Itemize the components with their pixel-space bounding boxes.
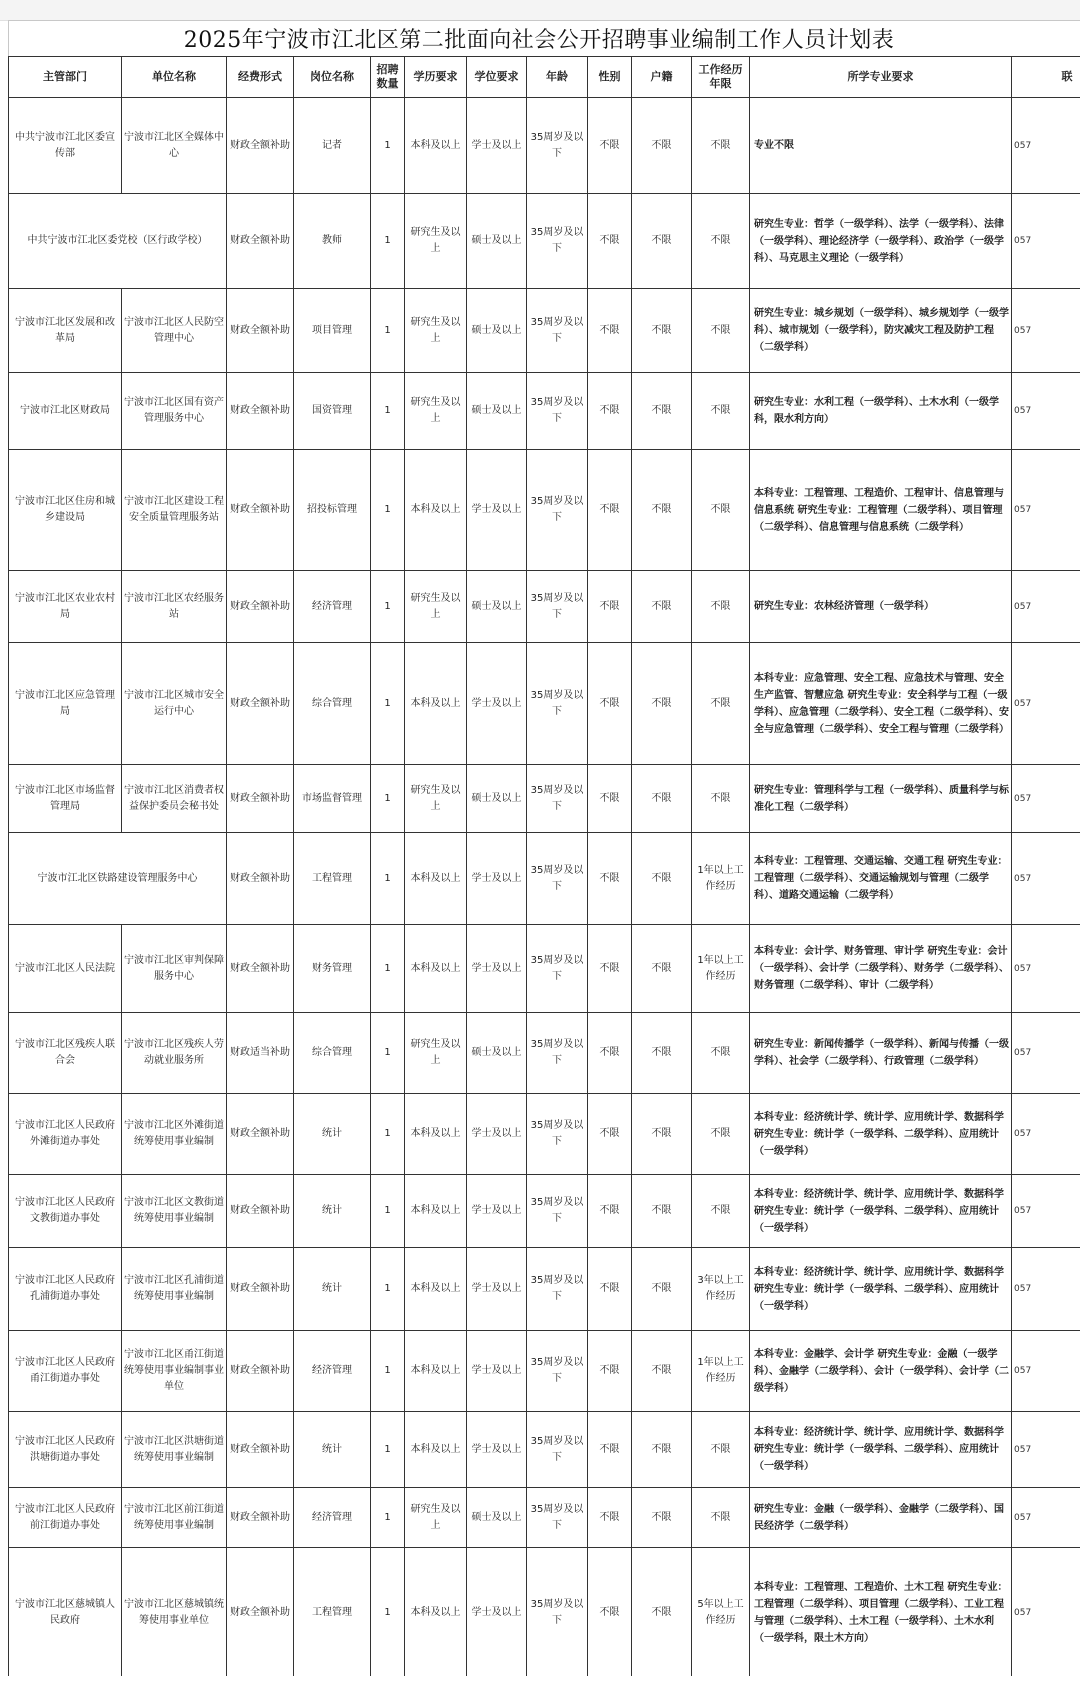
cell-unit: 宁波市江北区建设工程安全质量管理服务站 (122, 450, 227, 571)
cell-num: 1 (371, 1488, 405, 1548)
cell-edu: 研究生及以上 (405, 289, 467, 373)
cell-major: 本科专业：经济统计学、统计学、应用统计学、数据科学 研究生专业：统计学（一级学科、二级学科）、应用统计（一级学科） (750, 1412, 1012, 1488)
cell-age: 35周岁及以下 (527, 1013, 588, 1094)
cell-contact: 057 (1012, 1548, 1080, 1677)
cell-edu: 本科及以上 (405, 1412, 467, 1488)
cell-fund: 财政全额补助 (227, 194, 294, 289)
cell-edu: 研究生及以上 (405, 571, 467, 643)
cell-post: 综合管理 (294, 643, 371, 765)
cell-num: 1 (371, 450, 405, 571)
cell-age: 35周岁及以下 (527, 643, 588, 765)
cell-contact: 057 (1012, 1094, 1080, 1175)
cell-hukou: 不限 (632, 450, 692, 571)
cell-post: 工程管理 (294, 1548, 371, 1677)
cell-hukou: 不限 (632, 1412, 692, 1488)
cell-contact: 057 (1012, 1013, 1080, 1094)
cell-dept: 宁波市江北区人民政府甬江街道办事处 (9, 1331, 122, 1412)
cell-num: 1 (371, 925, 405, 1013)
cell-degree: 学士及以上 (467, 1331, 527, 1412)
cell-age: 35周岁及以下 (527, 765, 588, 833)
cell-post: 教师 (294, 194, 371, 289)
cell-major: 本科专业：经济统计学、统计学、应用统计学、数据科学 研究生专业：统计学（一级学科、二级学科）、应用统计（一级学科） (750, 1175, 1012, 1248)
cell-fund: 财政适当补助 (227, 1013, 294, 1094)
cell-gender: 不限 (588, 1175, 632, 1248)
header-contact: 联 (1012, 57, 1080, 98)
cell-contact: 057 (1012, 1331, 1080, 1412)
document-sheet (8, 20, 1080, 1676)
cell-age: 35周岁及以下 (527, 1331, 588, 1412)
cell-dept: 宁波市江北区市场监督管理局 (9, 765, 122, 833)
cell-age: 35周岁及以下 (527, 833, 588, 925)
cell-hukou: 不限 (632, 1331, 692, 1412)
cell-edu: 研究生及以上 (405, 194, 467, 289)
cell-fund: 财政全额补助 (227, 1175, 294, 1248)
cell-post: 国资管理 (294, 373, 371, 450)
cell-major: 研究生专业：农林经济管理（一级学科） (750, 571, 1012, 643)
cell-contact: 057 (1012, 571, 1080, 643)
cell-num: 1 (371, 1412, 405, 1488)
cell-age: 35周岁及以下 (527, 1175, 588, 1248)
header-unit: 单位名称 (122, 57, 227, 98)
cell-edu: 本科及以上 (405, 833, 467, 925)
cell-dept: 宁波市江北区慈城镇人民政府 (9, 1548, 122, 1677)
cell-exp: 不限 (692, 194, 750, 289)
cell-major: 研究生专业：水利工程（一级学科）、土木水利（一级学科，限水利方向） (750, 373, 1012, 450)
viewer-top-strip (0, 0, 1080, 21)
cell-hukou: 不限 (632, 194, 692, 289)
cell-edu: 本科及以上 (405, 1331, 467, 1412)
cell-num: 1 (371, 1248, 405, 1331)
cell-dept: 宁波市江北区人民政府外滩街道办事处 (9, 1094, 122, 1175)
cell-hukou: 不限 (632, 373, 692, 450)
cell-fund: 财政全额补助 (227, 765, 294, 833)
table-row (9, 373, 1080, 450)
cell-major: 本科专业：工程管理、工程造价、土木工程 研究生专业：工程管理（二级学科）、项目管理（二级学科）、工业工程与管理（二级学科）、土木工程（一级学科）、土木水利（一级学科，限土木方向） (750, 1548, 1012, 1677)
cell-edu: 本科及以上 (405, 450, 467, 571)
table-row (9, 289, 1080, 373)
cell-contact: 057 (1012, 1488, 1080, 1548)
cell-unit: 宁波市江北区孔浦街道统筹使用事业编制 (122, 1248, 227, 1331)
cell-gender: 不限 (588, 1094, 632, 1175)
cell-hukou: 不限 (632, 833, 692, 925)
cell-exp: 1年以上工作经历 (692, 1331, 750, 1412)
cell-edu: 研究生及以上 (405, 765, 467, 833)
cell-gender: 不限 (588, 450, 632, 571)
cell-post: 统计 (294, 1175, 371, 1248)
cell-exp: 不限 (692, 1094, 750, 1175)
table-row (9, 1412, 1080, 1488)
cell-post: 经济管理 (294, 1488, 371, 1548)
cell-contact: 057 (1012, 373, 1080, 450)
cell-exp: 不限 (692, 1175, 750, 1248)
cell-edu: 本科及以上 (405, 1248, 467, 1331)
cell-num: 1 (371, 1094, 405, 1175)
cell-degree: 硕士及以上 (467, 765, 527, 833)
table-row (9, 1248, 1080, 1331)
cell-gender: 不限 (588, 373, 632, 450)
cell-contact: 057 (1012, 833, 1080, 925)
cell-edu: 研究生及以上 (405, 373, 467, 450)
cell-dept: 宁波市江北区住房和城乡建设局 (9, 450, 122, 571)
cell-num: 1 (371, 1013, 405, 1094)
cell-unit: 宁波市江北区前江街道统筹使用事业编制 (122, 1488, 227, 1548)
cell-post: 招投标管理 (294, 450, 371, 571)
cell-exp: 不限 (692, 98, 750, 194)
cell-contact: 057 (1012, 98, 1080, 194)
cell-dept: 中共宁波市江北区委宣传部 (9, 98, 122, 194)
cell-gender: 不限 (588, 1331, 632, 1412)
table-row (9, 833, 1080, 925)
cell-num: 1 (371, 765, 405, 833)
cell-unit: 宁波市江北区全媒体中心 (122, 98, 227, 194)
cell-contact: 057 (1012, 450, 1080, 571)
cell-edu: 本科及以上 (405, 1548, 467, 1677)
table-row (9, 450, 1080, 571)
cell-fund: 财政全额补助 (227, 1248, 294, 1331)
cell-contact: 057 (1012, 289, 1080, 373)
cell-contact: 057 (1012, 925, 1080, 1013)
header-major: 所学专业要求 (750, 57, 1012, 98)
cell-exp: 不限 (692, 1412, 750, 1488)
cell-age: 35周岁及以下 (527, 289, 588, 373)
cell-fund: 财政全额补助 (227, 289, 294, 373)
cell-dept: 宁波市江北区人民政府孔浦街道办事处 (9, 1248, 122, 1331)
cell-post: 记者 (294, 98, 371, 194)
cell-age: 35周岁及以下 (527, 925, 588, 1013)
cell-fund: 财政全额补助 (227, 925, 294, 1013)
cell-hukou: 不限 (632, 1013, 692, 1094)
cell-major: 本科专业：会计学、财务管理、审计学 研究生专业：会计（一级学科）、会计学（二级学科）、财务学（二级学科）、财务管理（二级学科）、审计（二级学科） (750, 925, 1012, 1013)
cell-fund: 财政全额补助 (227, 98, 294, 194)
cell-num: 1 (371, 1548, 405, 1677)
cell-dept: 宁波市江北区人民政府文教街道办事处 (9, 1175, 122, 1248)
title-box (8, 20, 1080, 57)
cell-exp: 不限 (692, 765, 750, 833)
header-num: 招聘数量 (371, 57, 405, 98)
cell-dept: 宁波市江北区人民政府洪塘街道办事处 (9, 1412, 122, 1488)
cell-hukou: 不限 (632, 1248, 692, 1331)
cell-age: 35周岁及以下 (527, 571, 588, 643)
cell-post: 财务管理 (294, 925, 371, 1013)
cell-age: 35周岁及以下 (527, 373, 588, 450)
cell-age: 35周岁及以下 (527, 98, 588, 194)
cell-major: 本科专业：经济统计学、统计学、应用统计学、数据科学 研究生专业：统计学（一级学科、二级学科）、应用统计（一级学科） (750, 1248, 1012, 1331)
header-edu: 学历要求 (405, 57, 467, 98)
cell-fund: 财政全额补助 (227, 1331, 294, 1412)
cell-degree: 学士及以上 (467, 833, 527, 925)
cell-dept: 宁波市江北区残疾人联合会 (9, 1013, 122, 1094)
cell-major: 研究生专业：管理科学与工程（一级学科）、质量科学与标准化工程（二级学科） (750, 765, 1012, 833)
cell-fund: 财政全额补助 (227, 643, 294, 765)
cell-unit: 宁波市江北区农经服务站 (122, 571, 227, 643)
cell-gender: 不限 (588, 289, 632, 373)
page-title: 2025年宁波市江北区第二批面向社会公开招聘事业编制工作人员计划表 (183, 28, 895, 53)
cell-degree: 硕士及以上 (467, 289, 527, 373)
cell-exp: 不限 (692, 289, 750, 373)
cell-unit: 宁波市江北区国有资产管理服务中心 (122, 373, 227, 450)
cell-major: 本科专业：应急管理、安全工程、应急技术与管理、安全生产监管、智慧应急 研究生专业：安全科学与工程（一级学科）、应急管理（二级学科）、安全工程（二级学科）、安全与应急管理（二级学科）、安全工程与管理（二级学科） (750, 643, 1012, 765)
cell-degree: 硕士及以上 (467, 373, 527, 450)
table-row (9, 643, 1080, 765)
cell-contact: 057 (1012, 1412, 1080, 1488)
cell-unit: 宁波市江北区甬江街道统筹使用事业编制事业单位 (122, 1331, 227, 1412)
cell-gender: 不限 (588, 1248, 632, 1331)
cell-gender: 不限 (588, 571, 632, 643)
cell-post: 工程管理 (294, 833, 371, 925)
cell-edu: 研究生及以上 (405, 1013, 467, 1094)
table-row (9, 1175, 1080, 1248)
cell-gender: 不限 (588, 925, 632, 1013)
cell-fund: 财政全额补助 (227, 450, 294, 571)
cell-unit: 宁波市江北区文教街道统筹使用事业编制 (122, 1175, 227, 1248)
cell-num: 1 (371, 98, 405, 194)
cell-hukou: 不限 (632, 1175, 692, 1248)
cell-dept: 宁波市江北区农业农村局 (9, 571, 122, 643)
cell-dept: 宁波市江北区人民法院 (9, 925, 122, 1013)
cell-hukou: 不限 (632, 925, 692, 1013)
cell-gender: 不限 (588, 1013, 632, 1094)
header-exp: 工作经历年限 (692, 57, 750, 98)
cell-gender: 不限 (588, 1412, 632, 1488)
cell-num: 1 (371, 194, 405, 289)
cell-hukou: 不限 (632, 571, 692, 643)
cell-hukou: 不限 (632, 98, 692, 194)
cell-edu: 本科及以上 (405, 1094, 467, 1175)
cell-gender: 不限 (588, 1488, 632, 1548)
cell-unit: 宁波市江北区城市安全运行中心 (122, 643, 227, 765)
cell-major: 专业不限 (750, 98, 1012, 194)
cell-edu: 研究生及以上 (405, 1488, 467, 1548)
cell-contact: 057 (1012, 1248, 1080, 1331)
cell-degree: 学士及以上 (467, 1094, 527, 1175)
cell-unit: 宁波市江北区消费者权益保护委员会秘书处 (122, 765, 227, 833)
cell-unit: 宁波市江北区慈城镇统筹使用事业单位 (122, 1548, 227, 1677)
cell-major: 研究生专业：金融（一级学科）、金融学（二级学科）、国民经济学（二级学科） (750, 1488, 1012, 1548)
cell-edu: 本科及以上 (405, 643, 467, 765)
cell-age: 35周岁及以下 (527, 1548, 588, 1677)
cell-hukou: 不限 (632, 643, 692, 765)
header-gender: 性别 (588, 57, 632, 98)
cell-degree: 硕士及以上 (467, 194, 527, 289)
table-row (9, 571, 1080, 643)
cell-num: 1 (371, 1331, 405, 1412)
cell-exp: 不限 (692, 450, 750, 571)
cell-age: 35周岁及以下 (527, 1248, 588, 1331)
cell-exp: 不限 (692, 571, 750, 643)
header-age: 年龄 (527, 57, 588, 98)
cell-major: 本科专业：金融学、会计学 研究生专业：金融（一级学科）、金融学（二级学科）、会计（一级学科）、会计学（二级学科） (750, 1331, 1012, 1412)
cell-age: 35周岁及以下 (527, 450, 588, 571)
cell-unit: 宁波市江北区残疾人劳动就业服务所 (122, 1013, 227, 1094)
cell-exp: 不限 (692, 1488, 750, 1548)
cell-edu: 本科及以上 (405, 925, 467, 1013)
table-row (9, 1331, 1080, 1412)
cell-age: 35周岁及以下 (527, 1094, 588, 1175)
cell-dept: 宁波市江北区人民政府前江街道办事处 (9, 1488, 122, 1548)
cell-dept: 宁波市江北区发展和改革局 (9, 289, 122, 373)
cell-num: 1 (371, 571, 405, 643)
cell-degree: 学士及以上 (467, 1548, 527, 1677)
cell-fund: 财政全额补助 (227, 373, 294, 450)
cell-major: 研究生专业：城乡规划（一级学科）、城乡规划学（一级学科）、城市规划（一级学科），防灾减灾工程及防护工程（二级学科） (750, 289, 1012, 373)
header-post: 岗位名称 (294, 57, 371, 98)
cell-gender: 不限 (588, 98, 632, 194)
recruitment-plan-table (8, 56, 1080, 1676)
cell-post: 统计 (294, 1094, 371, 1175)
cell-gender: 不限 (588, 833, 632, 925)
table-row (9, 765, 1080, 833)
cell-degree: 学士及以上 (467, 98, 527, 194)
cell-num: 1 (371, 1175, 405, 1248)
cell-num: 1 (371, 373, 405, 450)
cell-post: 项目管理 (294, 289, 371, 373)
table-row (9, 194, 1080, 289)
table-row (9, 98, 1080, 194)
header-row (9, 57, 1080, 98)
cell-hukou: 不限 (632, 1488, 692, 1548)
cell-exp: 5年以上工作经历 (692, 1548, 750, 1677)
cell-edu: 本科及以上 (405, 98, 467, 194)
cell-major: 本科专业：经济统计学、统计学、应用统计学、数据科学 研究生专业：统计学（一级学科、二级学科）、应用统计（一级学科） (750, 1094, 1012, 1175)
cell-age: 35周岁及以下 (527, 1412, 588, 1488)
cell-gender: 不限 (588, 643, 632, 765)
cell-degree: 学士及以上 (467, 925, 527, 1013)
cell-degree: 学士及以上 (467, 1412, 527, 1488)
cell-fund: 财政全额补助 (227, 571, 294, 643)
cell-dept: 宁波市江北区铁路建设管理服务中心 (9, 833, 227, 925)
cell-degree: 硕士及以上 (467, 1013, 527, 1094)
cell-fund: 财政全额补助 (227, 1488, 294, 1548)
cell-fund: 财政全额补助 (227, 833, 294, 925)
cell-dept: 宁波市江北区应急管理局 (9, 643, 122, 765)
cell-post: 经济管理 (294, 1331, 371, 1412)
cell-num: 1 (371, 643, 405, 765)
header-hukou: 户籍 (632, 57, 692, 98)
cell-major: 研究生专业：哲学（一级学科）、法学（一级学科）、法律（一级学科）、理论经济学（一级学科）、政治学（一级学科）、马克思主义理论（一级学科） (750, 194, 1012, 289)
cell-major: 研究生专业：新闻传播学（一级学科）、新闻与传播（一级学科）、社会学（二级学科）、行政管理（二级学科） (750, 1013, 1012, 1094)
table-row (9, 1094, 1080, 1175)
cell-unit: 宁波市江北区外滩街道统筹使用事业编制 (122, 1094, 227, 1175)
cell-unit: 宁波市江北区洪塘街道统筹使用事业编制 (122, 1412, 227, 1488)
cell-dept: 宁波市江北区财政局 (9, 373, 122, 450)
header-fund: 经费形式 (227, 57, 294, 98)
cell-exp: 不限 (692, 373, 750, 450)
cell-post: 综合管理 (294, 1013, 371, 1094)
cell-degree: 学士及以上 (467, 450, 527, 571)
cell-major: 本科专业：工程管理、交通运输、交通工程 研究生专业：工程管理（二级学科）、交通运输规划与管理（二级学科）、道路交通运输（二级学科） (750, 833, 1012, 925)
table-row (9, 1013, 1080, 1094)
cell-contact: 057 (1012, 194, 1080, 289)
cell-hukou: 不限 (632, 1094, 692, 1175)
cell-degree: 学士及以上 (467, 1175, 527, 1248)
cell-post: 统计 (294, 1412, 371, 1488)
cell-num: 1 (371, 833, 405, 925)
cell-major: 本科专业：工程管理、工程造价、工程审计、信息管理与信息系统 研究生专业：工程管理（二级学科）、项目管理（二级学科）、信息管理与信息系统（二级学科） (750, 450, 1012, 571)
cell-fund: 财政全额补助 (227, 1412, 294, 1488)
cell-hukou: 不限 (632, 289, 692, 373)
cell-contact: 057 (1012, 643, 1080, 765)
header-dept: 主管部门 (9, 57, 122, 98)
table-row (9, 1548, 1080, 1677)
cell-hukou: 不限 (632, 1548, 692, 1677)
cell-hukou: 不限 (632, 765, 692, 833)
cell-age: 35周岁及以下 (527, 1488, 588, 1548)
table-row (9, 1488, 1080, 1548)
cell-degree: 学士及以上 (467, 1248, 527, 1331)
cell-age: 35周岁及以下 (527, 194, 588, 289)
cell-exp: 不限 (692, 1013, 750, 1094)
cell-gender: 不限 (588, 765, 632, 833)
cell-degree: 硕士及以上 (467, 571, 527, 643)
cell-unit: 宁波市江北区人民防空管理中心 (122, 289, 227, 373)
cell-gender: 不限 (588, 194, 632, 289)
header-degree: 学位要求 (467, 57, 527, 98)
cell-post: 统计 (294, 1248, 371, 1331)
table-row (9, 925, 1080, 1013)
cell-post: 市场监督管理 (294, 765, 371, 833)
cell-gender: 不限 (588, 1548, 632, 1677)
cell-post: 经济管理 (294, 571, 371, 643)
cell-dept: 中共宁波市江北区委党校（区行政学校） (9, 194, 227, 289)
cell-degree: 硕士及以上 (467, 1488, 527, 1548)
cell-fund: 财政全额补助 (227, 1548, 294, 1677)
cell-fund: 财政全额补助 (227, 1094, 294, 1175)
cell-exp: 3年以上工作经历 (692, 1248, 750, 1331)
cell-unit: 宁波市江北区审判保障服务中心 (122, 925, 227, 1013)
cell-edu: 本科及以上 (405, 1175, 467, 1248)
cell-contact: 057 (1012, 765, 1080, 833)
cell-exp: 1年以上工作经历 (692, 833, 750, 925)
cell-num: 1 (371, 289, 405, 373)
cell-degree: 学士及以上 (467, 643, 527, 765)
cell-contact: 057 (1012, 1175, 1080, 1248)
cell-exp: 1年以上工作经历 (692, 925, 750, 1013)
cell-exp: 不限 (692, 643, 750, 765)
